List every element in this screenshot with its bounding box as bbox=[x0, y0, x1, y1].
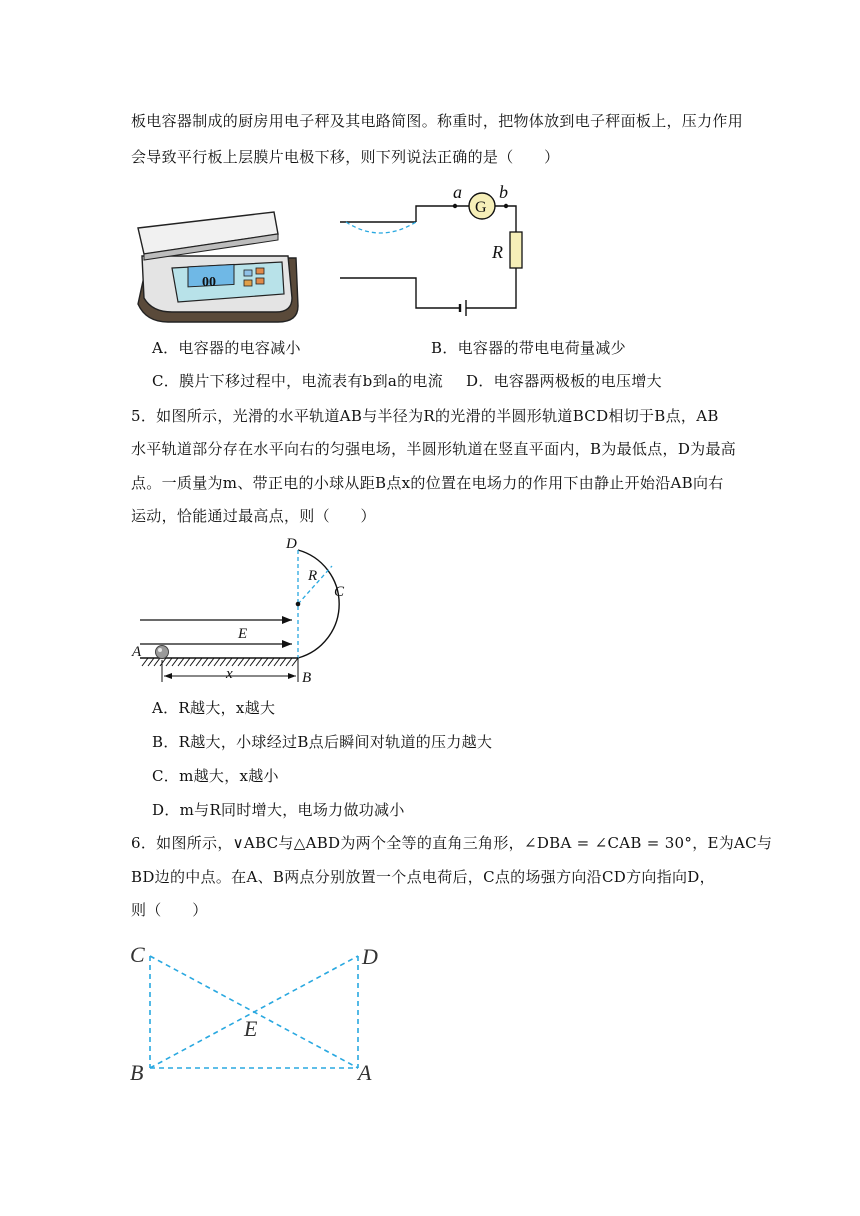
q6-text-line2: BD边的中点。在A、B两点分别放置一个点电荷后，C点的场强方向沿CD方向指向D， bbox=[131, 868, 715, 886]
electronic-scale-image bbox=[128, 206, 304, 326]
distance-x-label: x bbox=[226, 666, 233, 682]
congruent-triangles-diagram bbox=[126, 940, 388, 1086]
point-a-label: a bbox=[453, 182, 462, 202]
radius-label: R bbox=[308, 568, 318, 584]
q5-option-d[interactable]: D．m与R同时增大，电场力做功减小 bbox=[152, 801, 405, 819]
q4-text-line2: 会导致平行板上层膜片电极下移，则下列说法正确的是（ ） bbox=[131, 148, 560, 166]
galvanometer-label: G bbox=[475, 199, 487, 216]
point-e-label: E bbox=[244, 1016, 258, 1041]
point-c-label: C bbox=[334, 584, 345, 600]
q5-option-a[interactable]: A．R越大，x越大 bbox=[152, 699, 276, 717]
q5-text-line2: 水平轨道部分存在水平向右的匀强电场，半圆形轨道在竖直平面内，B为最低点，D为最高 bbox=[131, 440, 737, 458]
q4-option-d[interactable]: D．电容器两极板的电压增大 bbox=[466, 372, 662, 390]
point-b-label: B bbox=[130, 1060, 144, 1085]
point-b-label: b bbox=[499, 182, 508, 202]
q4-text-line1: 板电容器制成的厨房用电子秤及其电路简图。称重时，把物体放到电子秤面板上，压力作用 bbox=[131, 112, 744, 130]
scale-display-text: 00 bbox=[202, 275, 216, 290]
q4-option-b[interactable]: B．电容器的带电电荷量减少 bbox=[431, 339, 626, 357]
point-a-label: A bbox=[132, 644, 142, 660]
point-b-label: B bbox=[302, 670, 312, 686]
semicircle-track-diagram bbox=[128, 530, 364, 686]
point-c-label: C bbox=[130, 942, 145, 967]
q6-text-line1: 6．如图所示，∨ABC与△ABD为两个全等的直角三角形，∠DBA = ∠CAB = 30°，E为AC与 bbox=[131, 834, 773, 852]
q5-text-line1: 5．如图所示，光滑的水平轨道AB与半径为R的光滑的半圆形轨道BCD相切于B点，AB bbox=[131, 407, 719, 425]
point-a-label: A bbox=[358, 1060, 372, 1085]
point-d-label: D bbox=[362, 944, 378, 969]
capacitor-circuit-diagram bbox=[336, 182, 532, 316]
resistor-label: R bbox=[492, 242, 503, 262]
field-e-label: E bbox=[238, 626, 248, 642]
point-d-label: D bbox=[286, 536, 297, 552]
q5-option-b[interactable]: B．R越大，小球经过B点后瞬间对轨道的压力越大 bbox=[152, 733, 493, 751]
q6-text-line3: 则（ ） bbox=[131, 901, 208, 919]
q4-option-a[interactable]: A．电容器的电容减小 bbox=[152, 339, 301, 357]
q4-option-c[interactable]: C．膜片下移过程中，电流表有b到a的电流 bbox=[152, 372, 444, 390]
q5-text-line4: 运动，恰能通过最高点，则（ ） bbox=[131, 507, 376, 525]
q5-option-c[interactable]: C．m越大，x越小 bbox=[152, 767, 279, 785]
q5-text-line3: 点。一质量为m、带正电的小球从距B点x的位置在电场力的作用下由静止开始沿AB向右 bbox=[131, 474, 724, 492]
